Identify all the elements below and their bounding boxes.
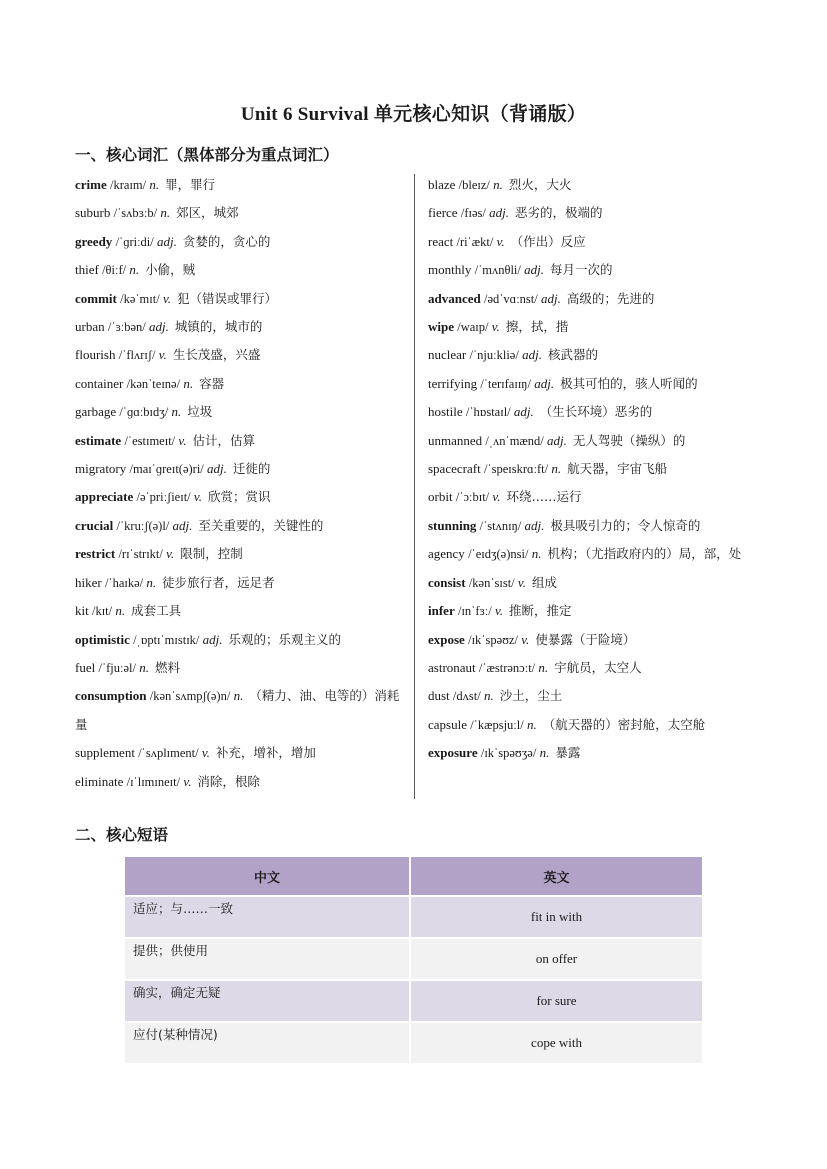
vocab-phonetic: /waɪp/ <box>457 320 489 335</box>
vocab-entry <box>428 370 758 398</box>
vocab-meaning: 迁徙的 <box>232 461 271 477</box>
vocab-entry <box>75 370 410 398</box>
vocab-entry <box>428 427 758 455</box>
vocab-meaning: 郊区，城郊 <box>176 205 239 221</box>
vocab-part-of-speech: v. <box>496 233 505 249</box>
vocab-word: container <box>75 375 124 391</box>
vocab-meaning: 成套工具 <box>131 603 182 619</box>
vocab-part-of-speech: n. <box>146 574 157 590</box>
section-heading-phrases: 二、核心短语 <box>75 827 169 844</box>
vocab-phonetic: /ˈfjuːəl/ <box>98 660 136 675</box>
vocab-meaning: 罪，罪行 <box>165 177 216 192</box>
vocab-part-of-speech: adj. <box>534 375 555 391</box>
vocab-word: wipe <box>428 319 454 335</box>
vocab-part-of-speech: n. <box>183 375 194 391</box>
vocab-entry <box>75 540 410 568</box>
vocab-part-of-speech: n. <box>149 177 160 192</box>
vocab-phonetic: /ədˈvɑːnst/ <box>483 291 538 306</box>
vocab-phonetic: /ˈhɒstaɪl/ <box>465 405 511 420</box>
vocab-entry <box>428 285 758 313</box>
vocab-meaning: 推断，推定 <box>509 603 572 619</box>
vocab-phonetic: /ˈsʌplɪment/ <box>138 746 199 761</box>
vocab-phonetic: /rɪˈstrɪkt/ <box>118 547 163 562</box>
vocab-column-left <box>75 171 410 796</box>
vocab-phonetic: /ˈkruːʃ(ə)l/ <box>116 518 170 533</box>
vocab-entry <box>75 285 410 313</box>
vocab-word: react <box>428 233 454 249</box>
vocab-entry <box>428 256 758 284</box>
vocab-word: thief <box>75 262 99 278</box>
vocab-meaning: 烈火，大火 <box>508 177 572 192</box>
vocab-phonetic: /ɪnˈfɜː/ <box>457 604 492 619</box>
vocab-word: estimate <box>75 432 122 448</box>
vocab-entry <box>75 682 410 739</box>
vocab-word: garbage <box>75 404 117 420</box>
column-header-english: 英文 <box>410 857 703 896</box>
vocab-part-of-speech: n. <box>171 404 182 420</box>
vocab-word: advanced <box>428 290 481 306</box>
vocab-entry <box>75 228 410 256</box>
vocab-word: optimistic <box>75 631 130 647</box>
vocab-entry <box>75 654 410 682</box>
vocab-word: suburb <box>75 205 111 221</box>
vocab-meaning: 小偷，贼 <box>145 262 196 278</box>
vocab-part-of-speech: v. <box>201 745 210 761</box>
vocab-meaning: （生长环境）恶劣的 <box>539 404 653 420</box>
vocab-word: monthly <box>428 262 472 278</box>
phrase-chinese: 应付(某种情况) <box>125 1022 410 1063</box>
vocab-meaning: 乐观的；乐观主义的 <box>228 631 342 647</box>
phrases-table <box>125 857 704 1063</box>
vocab-meaning: 估计，估算 <box>192 432 255 448</box>
vocab-phonetic: /ˈsʌbɜːb/ <box>113 206 158 221</box>
phrase-english: cope with <box>410 1022 703 1063</box>
vocab-phonetic: /əˈpriːʃieɪt/ <box>136 490 191 505</box>
vocab-meaning: 生长茂盛，兴盛 <box>172 347 261 363</box>
vocab-meaning: 徒步旅行者，远足者 <box>162 574 275 590</box>
vocab-entry <box>428 199 758 227</box>
vocab-meaning: 高级的；先进的 <box>566 290 655 306</box>
vocab-meaning: 极其可怕的，骇人听闻的 <box>560 375 698 391</box>
vocab-entry <box>75 455 410 483</box>
vocab-part-of-speech: adj. <box>524 517 545 533</box>
vocab-word: restrict <box>75 546 116 562</box>
vocab-entry <box>428 398 758 426</box>
vocab-meaning: （精力、油、电等的）消耗量 <box>75 688 400 732</box>
vocab-phonetic: /ˈɜːbən/ <box>107 320 146 335</box>
vocab-part-of-speech: v. <box>491 319 500 335</box>
vocab-part-of-speech: n. <box>139 659 149 675</box>
vocab-part-of-speech: n. <box>160 205 171 221</box>
vocab-phonetic: /ˈspeɪskrɑːft/ <box>483 462 549 477</box>
vocab-phonetic: /ˈkæpsjuːl/ <box>470 717 524 732</box>
vocab-meaning: 环绕……运行 <box>506 489 582 505</box>
vocab-phonetic: /ˈmʌnθli/ <box>474 263 521 278</box>
phrase-chinese: 适应；与……一致 <box>125 896 410 938</box>
vocab-part-of-speech: n. <box>531 546 542 562</box>
vocab-word: hostile <box>428 404 463 420</box>
vocab-word: hiker <box>75 574 102 590</box>
vocab-phonetic: /kənˈsɪst/ <box>468 575 515 590</box>
vocab-entry <box>75 427 410 455</box>
vocab-part-of-speech: adj. <box>547 432 567 448</box>
vocab-meaning: 核武器的 <box>547 347 598 363</box>
vocab-part-of-speech: adj. <box>157 233 177 249</box>
vocab-word: expose <box>428 631 465 647</box>
vocab-meaning: 宇航员，太空人 <box>554 659 642 675</box>
table-header-row <box>125 857 703 896</box>
vocab-part-of-speech: n. <box>129 262 140 278</box>
vocab-word: urban <box>75 319 105 335</box>
vocab-meaning: 机构；（尤指政府内的）局，部，处 <box>547 546 742 562</box>
vocab-meaning: 补充，增补，增加 <box>215 745 316 761</box>
vocab-part-of-speech: adj. <box>524 262 544 278</box>
vocab-meaning: 城镇的，城市的 <box>174 319 263 335</box>
vocab-part-of-speech: adj. <box>522 347 542 363</box>
vocab-part-of-speech: v. <box>166 546 175 562</box>
vocab-phonetic: /kəˈmɪt/ <box>120 291 160 306</box>
table-row <box>125 938 703 980</box>
vocab-word: consist <box>428 574 466 590</box>
vocab-entry <box>428 626 758 654</box>
vocab-word: spacecraft <box>428 461 481 477</box>
vocab-meaning: 容器 <box>199 375 225 391</box>
vocab-word: nuclear <box>428 347 467 363</box>
vocab-meaning: 消除，根除 <box>197 773 260 789</box>
vocab-part-of-speech: v. <box>178 432 187 448</box>
vocab-phonetic: /riˈækt/ <box>456 234 494 249</box>
vocab-phonetic: /kənˈsʌmpʃ(ə)n/ <box>149 689 231 704</box>
vocab-entry <box>428 682 758 710</box>
vocab-word: unmanned <box>428 432 483 448</box>
vocab-word: fuel <box>75 659 96 675</box>
vocab-word: astronaut <box>428 659 476 675</box>
vocab-entry <box>75 739 410 767</box>
vocab-word: agency <box>428 546 465 562</box>
vocab-meaning: 组成 <box>531 574 557 590</box>
vocab-part-of-speech: n. <box>493 177 503 192</box>
vocab-phonetic: /dʌst/ <box>452 689 481 704</box>
vocab-meaning: 限制，控制 <box>180 546 243 562</box>
vocab-part-of-speech: v. <box>193 489 202 505</box>
vocab-part-of-speech: n. <box>483 688 494 704</box>
vocab-part-of-speech: n. <box>233 688 244 704</box>
vocab-part-of-speech: n. <box>551 461 562 477</box>
vocab-word: fierce <box>428 205 458 221</box>
vocab-phonetic: /kɪt/ <box>91 604 113 619</box>
vocab-entry <box>428 228 758 256</box>
vocab-meaning: 燃料 <box>154 659 180 675</box>
vocab-phonetic: /ˈæstrənɔːt/ <box>478 660 536 675</box>
vocab-entry <box>428 483 758 511</box>
vocab-meaning: 欣赏；赏识 <box>207 489 271 505</box>
vocab-entry <box>428 341 758 369</box>
table-row <box>125 896 703 938</box>
vocab-word: appreciate <box>75 489 134 505</box>
section-heading-vocabulary: 一、核心词汇（黑体部分为重点词汇） <box>75 147 339 164</box>
vocab-word: terrifying <box>428 375 478 391</box>
vocab-entry <box>428 739 758 767</box>
vocab-entry <box>428 540 758 568</box>
vocab-part-of-speech: v. <box>492 489 501 505</box>
vocab-part-of-speech: adj. <box>513 404 534 420</box>
vocab-phonetic: /ˈeɪdʒ(ə)nsi/ <box>468 547 529 562</box>
vocab-entry <box>428 711 758 739</box>
vocab-meaning: 擦，拭，揩 <box>505 319 569 335</box>
vocab-entry <box>75 313 410 341</box>
vocab-phonetic: /ˈɡɑːbɪdʒ/ <box>119 405 169 420</box>
column-divider <box>414 174 415 799</box>
vocab-meaning: 暴露 <box>555 745 581 761</box>
vocab-phonetic: /ˈterɪfaɪɪŋ/ <box>480 376 531 391</box>
vocab-meaning: 恶劣的，极端的 <box>514 205 603 221</box>
vocab-word: commit <box>75 290 117 306</box>
vocab-word: stunning <box>428 517 477 533</box>
vocab-word: crime <box>75 177 107 192</box>
vocab-part-of-speech: n. <box>538 659 549 675</box>
phrase-english: on offer <box>410 938 703 980</box>
vocab-phonetic: /ˈflʌrɪʃ/ <box>118 348 156 363</box>
vocab-entry <box>428 512 758 540</box>
vocab-entry <box>428 313 758 341</box>
vocab-meaning: （航天器的）密封舱，太空舱 <box>542 716 706 732</box>
phrase-chinese: 确实，确定无疑 <box>125 980 410 1022</box>
vocab-part-of-speech: n. <box>115 603 126 619</box>
vocab-word: crucial <box>75 517 114 533</box>
vocab-part-of-speech: n. <box>539 745 550 761</box>
vocab-word: greedy <box>75 233 113 249</box>
vocab-part-of-speech: adj. <box>489 205 509 221</box>
vocab-meaning: 航天器，宇宙飞船 <box>567 461 668 477</box>
column-header-chinese: 中文 <box>125 857 410 896</box>
vocab-entry <box>75 768 410 796</box>
vocab-phonetic: /bleɪz/ <box>458 178 490 192</box>
vocab-meaning: （作出）反应 <box>510 233 586 249</box>
table-row <box>125 980 703 1022</box>
vocab-part-of-speech: adj. <box>172 517 193 533</box>
phrase-english: for sure <box>410 980 703 1022</box>
vocab-phonetic: /ˈestɪmeɪt/ <box>124 433 176 448</box>
vocab-part-of-speech: v. <box>158 347 167 363</box>
vocab-part-of-speech: n. <box>526 716 537 732</box>
vocab-entry <box>75 199 410 227</box>
vocab-word: infer <box>428 603 455 619</box>
vocab-entry <box>75 398 410 426</box>
vocab-phonetic: /kənˈteɪnə/ <box>126 376 181 391</box>
vocab-phonetic: /ˈnjuːkliə/ <box>469 348 519 363</box>
vocab-entry <box>75 569 410 597</box>
vocab-entry <box>75 626 410 654</box>
vocab-word: supplement <box>75 745 135 761</box>
vocab-phonetic: /maɪˈɡreɪt(ə)ri/ <box>129 462 204 477</box>
vocab-word: migratory <box>75 461 127 477</box>
vocab-part-of-speech: v. <box>517 574 526 590</box>
vocab-word: kit <box>75 603 89 619</box>
vocab-meaning: 每月一次的 <box>549 262 613 278</box>
vocab-meaning: 犯（错误或罪行） <box>177 290 278 306</box>
vocab-phonetic: /ˌɒptɪˈmɪstɪk/ <box>133 632 200 647</box>
vocab-meaning: 垃圾 <box>187 404 213 420</box>
vocab-phonetic: /θiːf/ <box>102 263 127 278</box>
vocab-part-of-speech: adj. <box>149 319 169 335</box>
vocab-word: eliminate <box>75 773 124 789</box>
vocab-entry <box>428 597 758 625</box>
vocab-word: consumption <box>75 688 147 704</box>
vocab-entry <box>75 597 410 625</box>
vocab-part-of-speech: adj. <box>207 461 227 477</box>
vocab-word: blaze <box>428 177 456 192</box>
vocab-word: capsule <box>428 716 467 732</box>
vocab-phonetic: /ˌʌnˈmænd/ <box>485 433 544 448</box>
vocab-phonetic: /ɪkˈspəʊz/ <box>468 632 518 647</box>
vocab-entry <box>428 654 758 682</box>
vocab-meaning: 使暴露（于险境） <box>535 631 636 647</box>
vocab-phonetic: /ˈhaɪkə/ <box>104 575 144 590</box>
vocab-entry <box>75 171 410 199</box>
vocab-phonetic: /ˈstʌnɪŋ/ <box>479 518 522 533</box>
page-title: Unit 6 Survival 单元核心知识（背诵版） <box>240 104 587 125</box>
phrase-chinese: 提供；供使用 <box>125 938 410 980</box>
vocab-word: dust <box>428 688 450 704</box>
vocab-column-right <box>428 171 758 768</box>
vocab-phonetic: /kraɪm/ <box>110 178 147 192</box>
vocab-entry <box>75 256 410 284</box>
table-row <box>125 1022 703 1063</box>
vocab-meaning: 沙土，尘土 <box>499 688 563 704</box>
vocab-meaning: 至关重要的，关键性的 <box>198 517 324 533</box>
vocab-part-of-speech: adj. <box>541 290 561 306</box>
vocab-word: flourish <box>75 347 116 363</box>
vocab-entry <box>75 512 410 540</box>
vocab-entry <box>428 455 758 483</box>
vocab-meaning: 无人驾驶（操纵）的 <box>572 432 686 448</box>
vocab-meaning: 贪婪的，贪心的 <box>182 233 271 249</box>
vocab-part-of-speech: v. <box>162 290 172 306</box>
vocab-part-of-speech: v. <box>494 603 503 619</box>
vocab-meaning: 极具吸引力的；令人惊奇的 <box>550 517 701 533</box>
vocab-entry <box>428 569 758 597</box>
vocab-phonetic: /ˈɔːbɪt/ <box>455 490 490 505</box>
vocab-part-of-speech: adj. <box>202 631 223 647</box>
vocab-entry <box>75 483 410 511</box>
vocab-phonetic: /ɪkˈspəʊʒə/ <box>480 746 537 761</box>
vocab-phonetic: /ˈɡriːdi/ <box>115 234 154 249</box>
vocab-word: exposure <box>428 745 478 761</box>
vocab-phonetic: /ɪˈlɪmɪneɪt/ <box>126 774 181 789</box>
vocab-entry <box>75 341 410 369</box>
vocab-word: orbit <box>428 489 453 505</box>
vocab-phonetic: /fɪəs/ <box>460 206 486 221</box>
phrase-english: fit in with <box>410 896 703 938</box>
vocab-part-of-speech: v. <box>183 773 192 789</box>
vocab-entry <box>428 171 758 199</box>
vocab-part-of-speech: v. <box>521 631 530 647</box>
